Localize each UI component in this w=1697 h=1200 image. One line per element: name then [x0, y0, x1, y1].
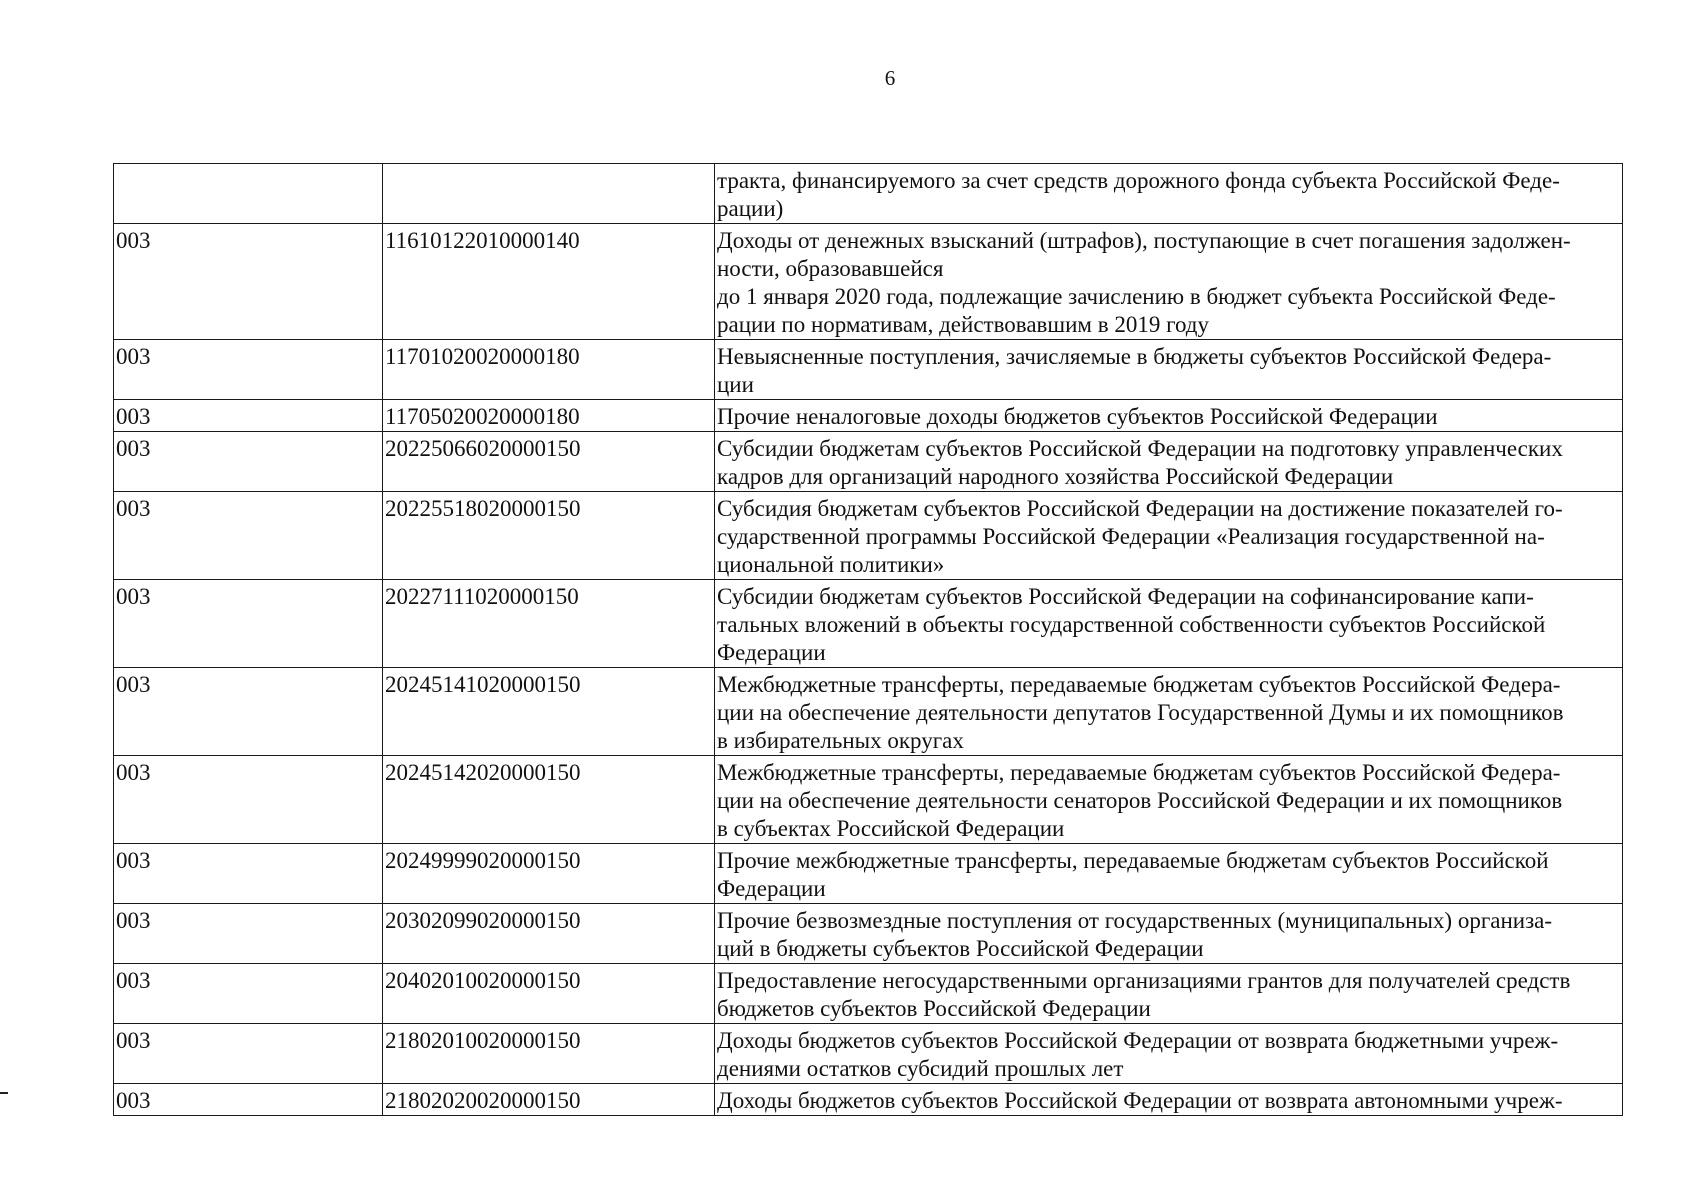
income-name-line: ности, образовавшейся	[717, 256, 944, 281]
income-name-line: тальных вложений в объекты государственной собственности субъектов Российской	[717, 612, 1546, 637]
income-name-cell	[715, 164, 1623, 224]
income-name-line: до 1 января 2020 года, подлежащие зачислению в бюджет субъекта Российской Феде-	[717, 284, 1556, 309]
table-row	[114, 668, 1623, 756]
budget-code-cell: 20225518020000150	[383, 492, 715, 580]
admin-code-cell: 003	[114, 400, 383, 432]
budget-code-cell: 11701020020000180	[383, 340, 715, 400]
table-row	[114, 1024, 1623, 1084]
table-row	[114, 904, 1623, 964]
income-name-line: Предоставление негосударственными организациями грантов для получателей средств	[717, 968, 1571, 993]
table-row	[114, 432, 1623, 492]
budget-code-cell: 20302099020000150	[383, 904, 715, 964]
income-name-line: Межбюджетные трансферты, передаваемые бюджетам субъектов Российской Федера-	[717, 672, 1561, 697]
table-row	[114, 964, 1623, 1024]
table-row	[114, 580, 1623, 668]
budget-code-cell: 11705020020000180	[383, 400, 715, 432]
table-row	[114, 224, 1623, 340]
income-name-line: Федерации	[717, 876, 826, 901]
income-name-cell	[715, 964, 1623, 1024]
income-name-cell	[715, 756, 1623, 844]
income-name-cell	[715, 432, 1623, 492]
income-name-line: Прочие межбюджетные трансферты, передаваемые бюджетам субъектов Российской	[717, 848, 1549, 873]
income-name-line: сударственной программы Российской Федерации «Реализация государственной на-	[717, 524, 1545, 549]
table-row	[114, 492, 1623, 580]
income-name-line: Доходы бюджетов субъектов Российской Федерации от возврата автономными учреж-	[717, 1088, 1563, 1113]
table-row	[114, 340, 1623, 400]
income-name-line: ций в бюджеты субъектов Российской Федерации	[717, 936, 1204, 961]
income-name-cell	[715, 668, 1623, 756]
income-name-cell	[715, 904, 1623, 964]
income-name-cell	[715, 400, 1623, 432]
admin-code-cell: 003	[114, 756, 383, 844]
admin-code-cell: 003	[114, 492, 383, 580]
income-name-line: рации)	[717, 196, 784, 221]
budget-code-cell: 11610122010000140	[383, 224, 715, 340]
income-name-line: в избирательных округах	[717, 728, 964, 753]
budget-code-cell: 20227111020000150	[383, 580, 715, 668]
admin-code-cell: 003	[114, 1084, 383, 1116]
income-name-cell	[715, 492, 1623, 580]
table-row	[114, 844, 1623, 904]
income-name-cell	[715, 1024, 1623, 1084]
income-name-line: ции на обеспечение деятельности депутатов Государственной Думы и их помощников	[717, 700, 1564, 725]
income-name-line: ции	[717, 372, 754, 397]
admin-code-cell: 003	[114, 224, 383, 340]
income-name-line: Субсидии бюджетам субъектов Российской Федерации на софинансирование капи-	[717, 584, 1534, 609]
admin-code-cell: 003	[114, 844, 383, 904]
income-name-line: дениями остатков субсидий прошлых лет	[717, 1056, 1124, 1081]
income-name-line: в субъектах Российской Федерации	[717, 816, 1065, 841]
admin-code-cell: 003	[114, 964, 383, 1024]
admin-code-cell: 003	[114, 904, 383, 964]
budget-code-cell: 20245142020000150	[383, 756, 715, 844]
margin-mark	[0, 1092, 8, 1094]
table-row	[114, 164, 1623, 224]
page-number: 6	[884, 66, 896, 90]
income-name-line: бюджетов субъектов Российской Федерации	[717, 996, 1151, 1021]
income-name-line: Субсидии бюджетам субъектов Российской Федерации на подготовку управленческих	[717, 436, 1563, 461]
admin-code-cell	[114, 164, 383, 224]
admin-code-cell: 003	[114, 580, 383, 668]
income-name-cell	[715, 1084, 1623, 1116]
budget-code-cell	[383, 164, 715, 224]
budget-code-cell: 20402010020000150	[383, 964, 715, 1024]
table-row	[114, 400, 1623, 432]
budget-code-cell: 20245141020000150	[383, 668, 715, 756]
admin-code-cell: 003	[114, 432, 383, 492]
income-name-line: циональной политики»	[717, 552, 945, 577]
admin-code-cell: 003	[114, 668, 383, 756]
income-name-line: тракта, финансируемого за счет средств дорожного фонда субъекта Российской Феде-	[717, 168, 1560, 193]
table-row	[114, 756, 1623, 844]
admin-code-cell: 003	[114, 340, 383, 400]
income-name-line: кадров для организаций народного хозяйства Российской Федерации	[717, 464, 1394, 489]
income-name-line: Прочие безвозмездные поступления от государственных (муниципальных) организа-	[717, 908, 1553, 933]
budget-classification-table	[113, 163, 1623, 1116]
income-name-cell	[715, 340, 1623, 400]
income-name-line: ции на обеспечение деятельности сенаторов Российской Федерации и их помощников	[717, 788, 1563, 813]
income-name-cell	[715, 844, 1623, 904]
income-name-line: Субсидия бюджетам субъектов Российской Федерации на достижение показателей го-	[717, 496, 1563, 521]
income-name-cell	[715, 224, 1623, 340]
table-body	[114, 164, 1623, 1116]
budget-code-cell: 20225066020000150	[383, 432, 715, 492]
budget-code-cell: 20249999020000150	[383, 844, 715, 904]
budget-code-cell: 21802010020000150	[383, 1024, 715, 1084]
income-name-line: Федерации	[717, 640, 826, 665]
income-name-line: Невыясненные поступления, зачисляемые в бюджеты субъектов Российской Федера-	[717, 344, 1552, 369]
income-name-line: Доходы от денежных взысканий (штрафов), поступающие в счет погашения задолжен-	[717, 228, 1571, 253]
income-name-line: Прочие неналоговые доходы бюджетов субъектов Российской Федерации	[717, 404, 1438, 429]
income-name-cell	[715, 580, 1623, 668]
income-name-line: Доходы бюджетов субъектов Российской Федерации от возврата бюджетными учреж-	[717, 1028, 1559, 1053]
income-name-line: рации по нормативам, действовавшим в 2019 году	[717, 312, 1209, 337]
budget-code-cell: 21802020020000150	[383, 1084, 715, 1116]
table-row	[114, 1084, 1623, 1116]
income-name-line: Межбюджетные трансферты, передаваемые бюджетам субъектов Российской Федера-	[717, 760, 1561, 785]
admin-code-cell: 003	[114, 1024, 383, 1084]
